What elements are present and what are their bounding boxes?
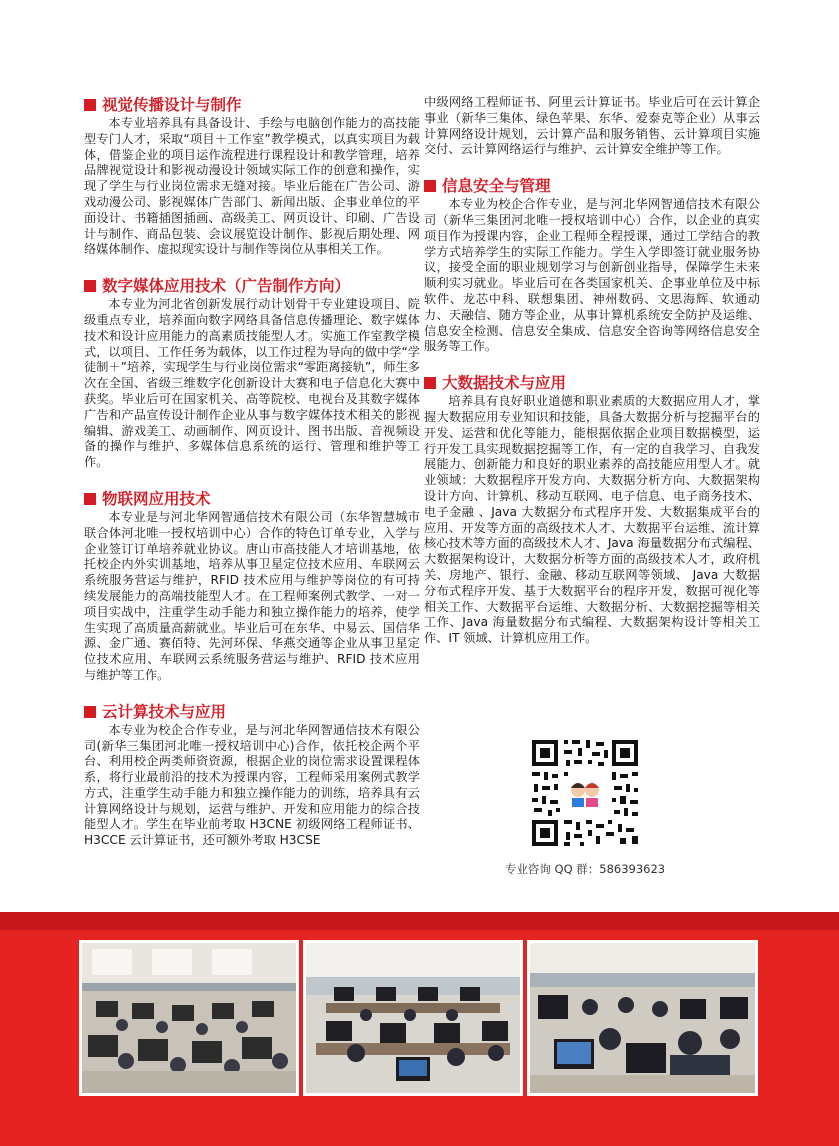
section-cloud-continued [424,95,760,158]
qr-code-icon [530,738,640,848]
qr-caption: 专业咨询 QQ 群：586393623 [504,862,666,876]
section-visual-design [84,95,420,258]
section-title [84,702,420,722]
square-bullet-icon [84,280,96,292]
section-bigdata [424,373,760,647]
section-body: 本专业培养具有具备设计、手绘与电脑创作能力的高技能型专门人才，采取“项目＋工作室”教学模式，以真实项目为载体，借鉴企业的项目运作流程进行课程设计和教学管理，培养品牌视觉设计和影视动漫设计领域实际工作的创意和操作，实现了学生与行业岗位需求无缝对接。毕业后能在广告公司、游戏动漫公司、影视媒体广告部门、新闻出版、企事业单位的平面设计、书籍插图插画、高级美工、网页设计、印刷、广告设计与制作、商品包装、会议展览设计制作、影视后期处理、网络媒体制作、虚拟现实设计与制作等岗位从事相关工作。 [84,116,420,257]
section-body: 本专业是与河北华网智通信技术有限公司（东华智慧城市联合体河北唯一授权培训中心）合作的特色订单专业，入学与企业签订订单培养就业协议。唐山市高技能人才培训基地，依托校企内外实训基地，培养从事卫星定位技术应用、车联网云系统服务营运与维护，RFID 技术应用与维护等岗位的有可持续发展能力的高端技能型人才。在工程师案例式教学、一对一项目实战中，注重学生动手能力和独立操作能力的培养，使学生实现了高质量高薪就业。毕业后可在东华、中易云、国信华源、金广通、赛佰特、先河环保、华燕交通等企业从事卫星定位技术应用、车联网云系统服务营运与维护、RFID 技术应用与维护等工作。 [84,509,420,682]
classroom-photo-3 [527,940,758,1096]
section-body-continued: 中级网络工程师证书、阿里云计算证书。毕业后可在云计算企事业（新华三集体、绿色苹果、东华、爱泰克等企业）从事云计算网络设计规划，云计算产品和服务销售、云计算项目实施交付、云计算网络运行与维护、云计算安全维护等工作。 [424,95,760,157]
section-title [84,276,420,296]
qr-code [530,738,640,848]
section-title-text: 视觉传播设计与制作 [102,96,242,114]
section-title-text: 云计算技术与应用 [102,702,227,721]
section-body: 本专业为河北省创新发展行动计划骨干专业建设项目、院级重点专业，培养面向数字网络具备信息传播理论、数字媒体技术和设计应用能力的高素质技能型人才。实施工作室教学模式，以项目、工作任务为载体，以工作过程为导向的做中学“学徒制＋”培养，实现学生与行业岗位需求“零距离接轨”，师生多次在全国、省级三维数字化创新设计大赛和电子信息化大赛中获奖。毕业后可在国家机关、高等院校、电视台及其数字媒体广告和产品宣传设计制作企业从事与数字媒体技术相关的影视编辑、游戏美工、动画制作、网页设计、图书出版、音视频设备的操作与维护、多媒体信息系统的运行、管理和维护等工作。 [84,297,420,470]
section-title-text: 信息安全与管理 [442,177,551,196]
classroom-photo-2 [303,940,523,1096]
section-digital-media [84,276,420,471]
section-cloud [84,702,420,849]
square-bullet-icon [424,180,436,192]
section-title [84,489,420,509]
classroom-photo-1 [79,940,299,1096]
section-title [424,373,760,393]
square-bullet-icon [84,706,96,718]
section-title-text: 大数据技术与应用 [442,374,567,393]
section-title [424,176,760,196]
right-column [424,95,760,665]
left-column [84,95,420,867]
square-bullet-icon [84,99,96,111]
section-infosec [424,176,760,355]
section-body: 培养具有良好职业道德和职业素质的大数据应用人才，掌握大数据应用专业知识和技能，具备大数据分析与挖掘平台的开发、运营和优化等能力，能根据依据企业项目数据模型，运行开发工具实现数据挖掘等工作，有一定的自我学习、自我发展能力、创新能力和良好的职业素养的高技能应用型人才。就业领域：大数据程序开发方向、大数据分析方向、大数据架构设计方向、计算机、移动互联网、电子信息、电子商务技术、电子金融 、Java 大数据分布式程序开发、大数据集成平台的应用、开发等方面的高级技术人才、大数据平台运维、流计算核心技术等方面的高级技术人才、Java 海量数据分布式编程、大数据架构设计，大数据分析等方面的高级技术人才，政府机关、房地产、银行、金融、移动互联网等领域、 Java 大数据分布式程序开发、基于大数据平台的程序开发，数据可视化等相关工作、大数据平台运维、大数据分析、大数据挖掘等相关工作、Java 海量数据分布式编程、大数据架构设计等相关工作、IT 领域、计算机应用工作。 [424,394,760,646]
square-bullet-icon [424,377,436,389]
banner-top-bar [0,912,839,930]
square-bullet-icon [84,493,96,505]
section-title [84,95,420,115]
section-body: 本专业为校企合作专业，是与河北华网智通信技术有限公司（新华三集团河北唯一授权培训中心）合作，以企业的真实项目作为授课内容，企业工程师全程授课，通过工学结合的教学方式培养学生的实际工作能力。学生入学即签订就业服务协议，接受全面的职业规划学习与创新创业指导，保障学生未来顺利实习就业。毕业后可在各类国家机关、企事业单位及中标软件、龙芯中科、联想集团、神州数码、文思海辉、软通动力、天融信、随方等企业，从事计算机系统安全防护及运维、信息安全检测、信息安全集成、信息安全咨询等网络信息安全服务等工作。 [424,197,760,354]
section-iot [84,489,420,684]
section-title-text: 物联网应用技术 [102,489,211,508]
section-title-text: 数字媒体应用技术（广告制作方向） [102,277,351,296]
section-body: 本专业为校企合作专业，是与河北华网智通信技术有限公司(新华三集团河北唯一授权培训中心)合作，依托校企两个平台、利用校企两类师资资源，根据企业的岗位需求设置课程体系，将行业最前沿的技术为授课内容，工程师采用案例式教学方式，注重学生动手能力和独立操作能力的训练，培养具有云计算网络设计与规划，运营与维护、开发和应用能力的综合技能型人才。学生在毕业前考取 H3CNE 初级网络工程师证书、H3CCE 云计算证书，还可额外考取 H3CSE [84,722,420,848]
